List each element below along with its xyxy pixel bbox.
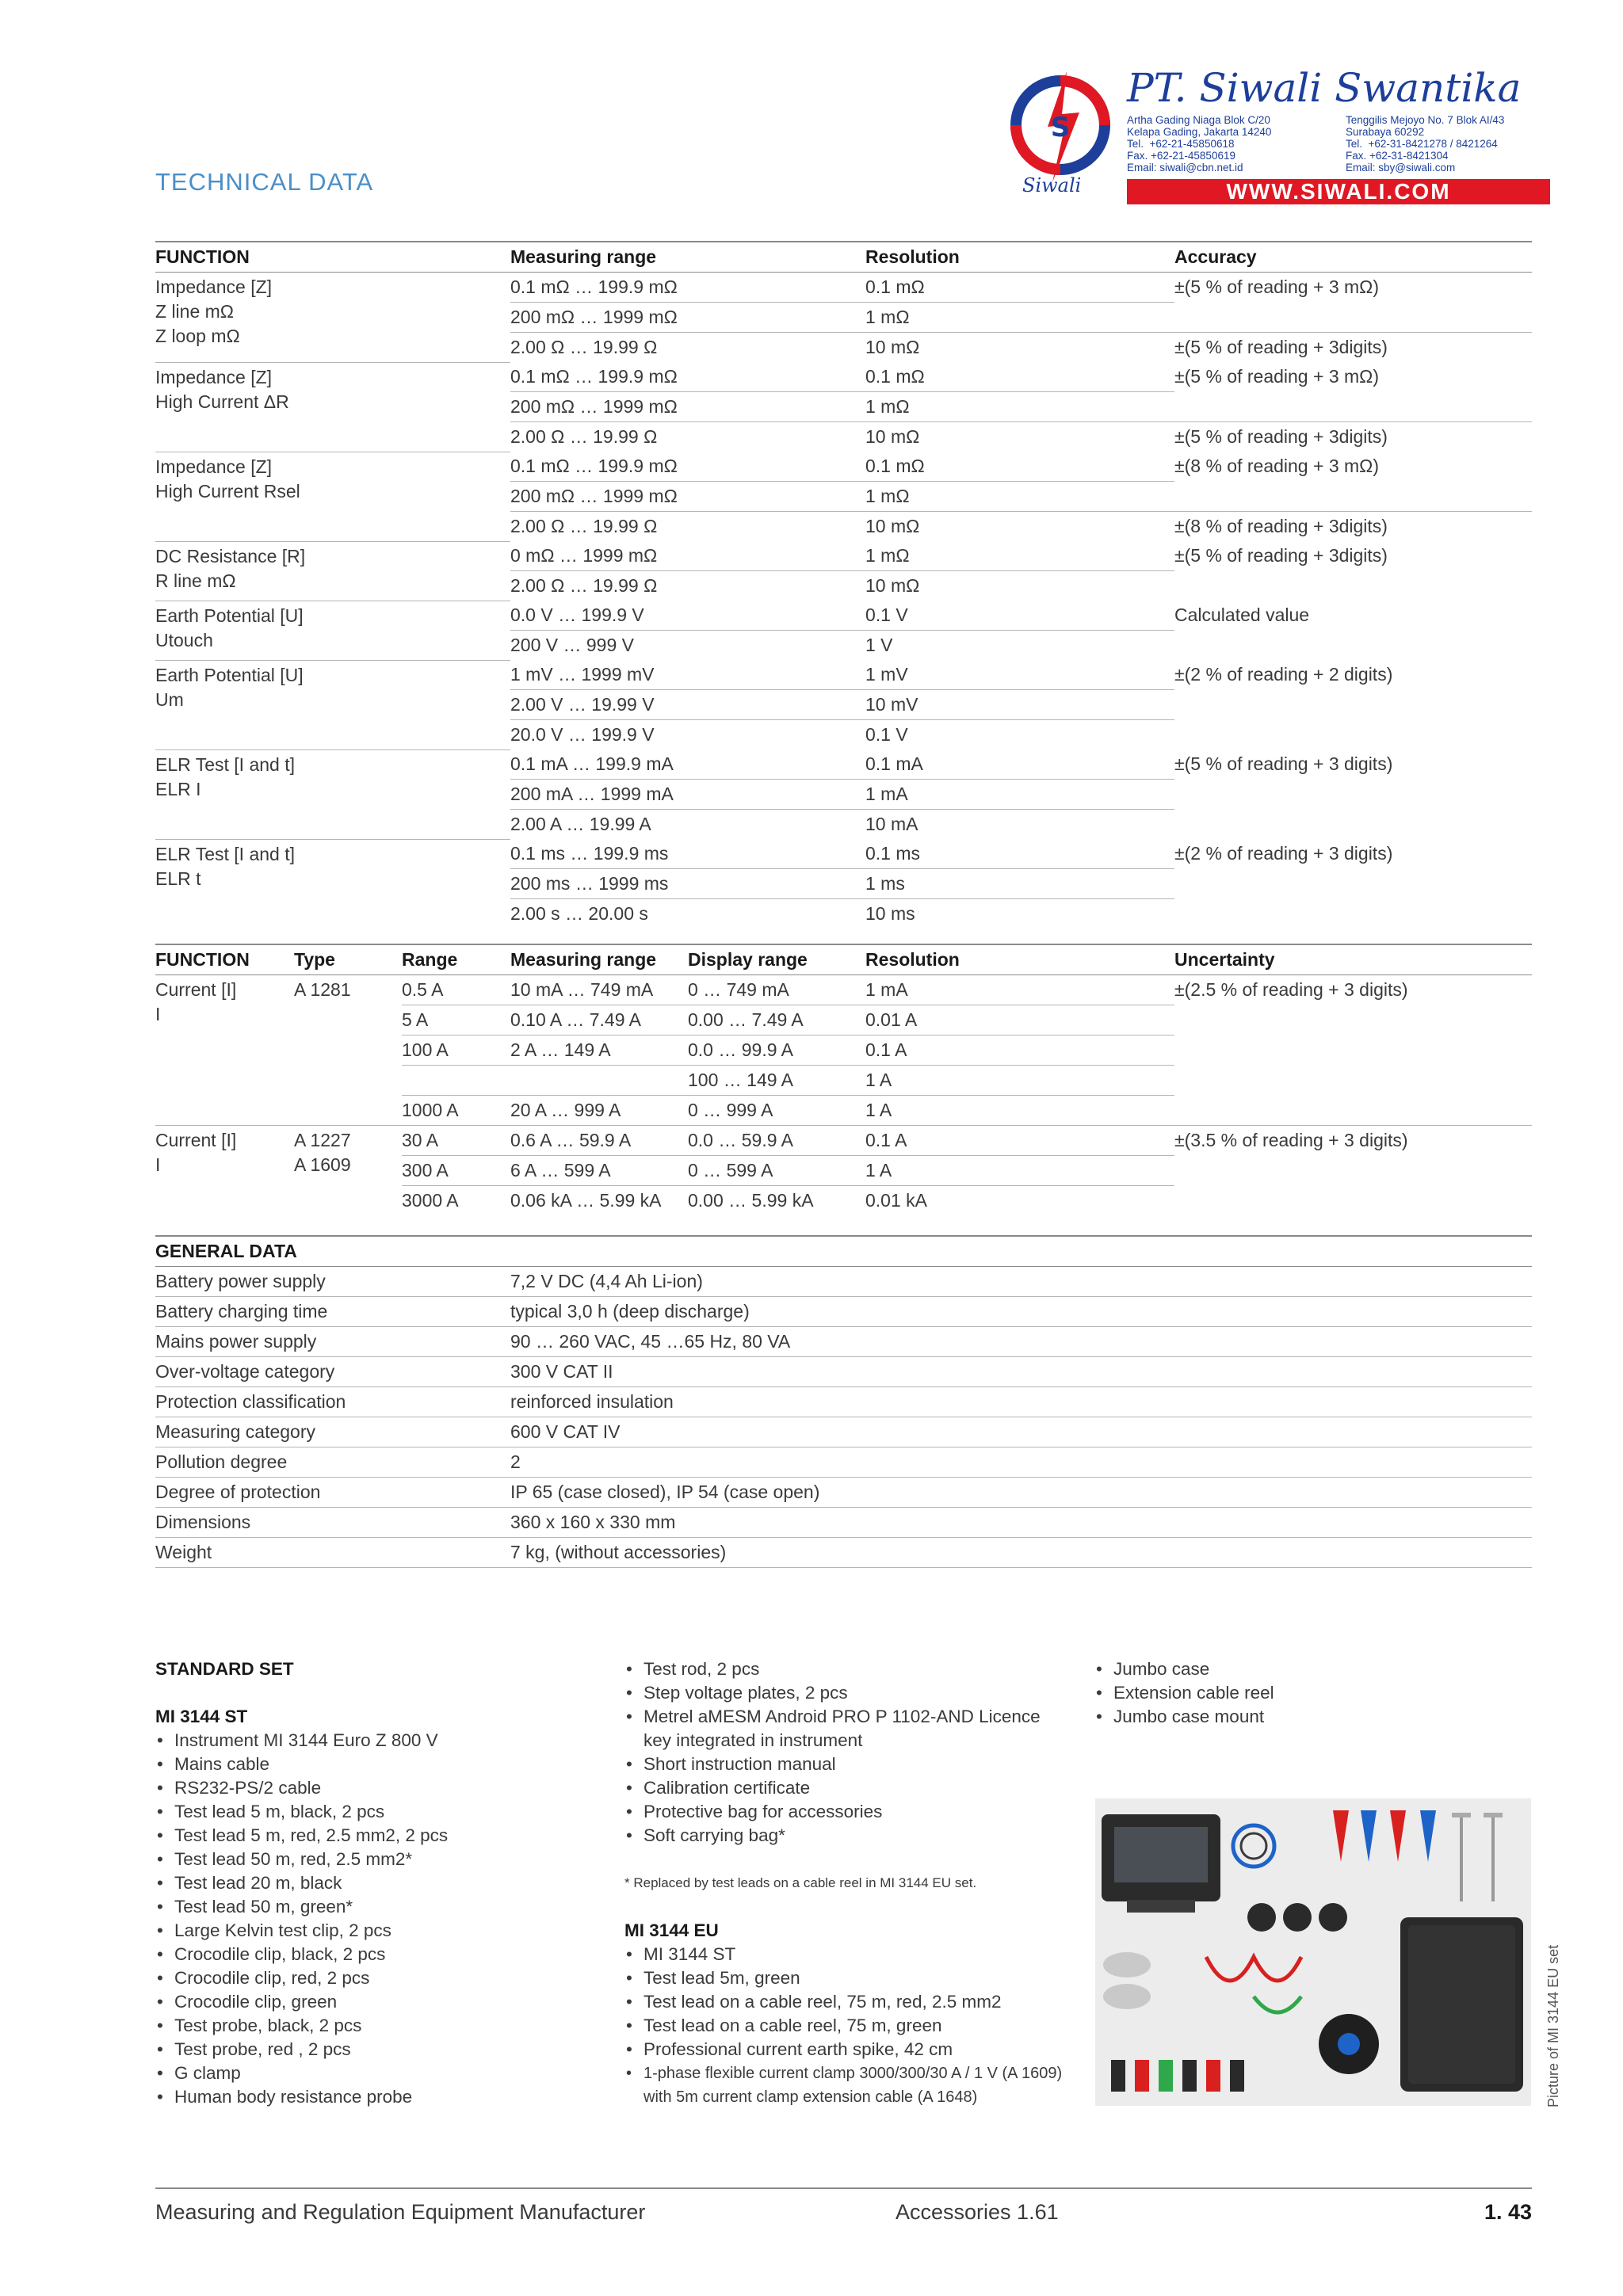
list-item: • Large Kelvin test clip, 2 pcs [155,1919,599,1943]
range-cell: 100 A [402,1035,510,1066]
list-item: • Test lead 50 m, red, 2.5 mm2* [155,1848,599,1871]
list-item: • Mains cable [155,1753,599,1776]
display-range-cell: 0.0 … 99.9 A [688,1035,865,1066]
current-spec-table [155,944,1532,1215]
measuring-range-cell: 2.00 Ω … 19.99 Ω [510,516,658,536]
spec-label: Pollution degree [155,1447,510,1478]
measuring-range-cell: 20 A … 999 A [510,1096,688,1126]
resolution-cell: 1 A [865,1066,1174,1096]
range-cell: 0.5 A [402,975,510,1005]
accuracy-cell: ±(5 % of reading + 3digits) [1174,426,1388,447]
svg-text:S: S [1050,112,1071,143]
accuracy-cell: ±(5 % of reading + 3 digits) [1174,753,1393,775]
list-item: • Test probe, red , 2 pcs [155,2038,599,2061]
resolution-cell: 0.1 A [865,1035,1174,1066]
list-item: • Test lead on a cable reel, 75 m, green [624,2014,1068,2038]
accuracy-cell [1174,899,1532,929]
spec-value: reinforced insulation [510,1387,1532,1417]
resolution-cell: 1 mΩ [865,541,1174,571]
table-header-row [155,944,1532,975]
uncertainty-cell: ±(3.5 % of reading + 3 digits) [1174,1130,1408,1150]
measuring-range-cell: 2 A … 149 A [510,1035,688,1066]
range-cell: 3000 A [402,1190,459,1211]
function-cell: Impedance [Z] High Current Rsel [155,452,510,541]
function-cell: Earth Potential [U] Utouch [155,601,510,660]
resolution-cell: 0.1 V [865,601,1174,631]
column-header: Type [294,944,402,975]
measuring-range-cell: 2.00 Ω … 19.99 Ω [510,337,658,357]
measuring-range-cell: 0.1 mΩ … 199.9 mΩ [510,273,865,303]
standard-set-column-2 [624,1657,1068,2109]
accessories-list [624,1657,1068,1848]
range-cell: 30 A [402,1126,510,1156]
company-name: PT. Siwali Swantika [1127,65,1522,111]
spec-value: 300 V CAT II [510,1357,1532,1387]
spec-value: 2 [510,1447,1532,1478]
table-row [155,273,1532,303]
resolution-cell: 0.01 kA [865,1190,927,1211]
column-header: FUNCTION [155,242,510,273]
uncertainty-cell: ±(2.5 % of reading + 3 digits) [1174,975,1532,1126]
measuring-range-cell: 0.10 A … 7.49 A [510,1005,688,1035]
display-range-cell: 0 … 999 A [688,1096,865,1126]
case-list [1094,1657,1427,1729]
display-range-cell: 0 … 749 mA [688,975,865,1005]
resolution-cell: 10 mV [865,690,1174,720]
mi3144-st-list [155,1729,599,2109]
footer-divider [155,2187,1532,2189]
function-cell: Impedance [Z] High Current ΔR [155,362,510,452]
accuracy-cell [1174,720,1532,750]
spec-label: Over-voltage category [155,1357,510,1387]
column-header: FUNCTION [155,944,294,975]
measuring-range-cell: 0.1 mΩ … 199.9 mΩ [510,362,865,392]
accuracy-cell: Calculated value [1174,605,1310,626]
table-row [155,601,1532,631]
list-item: • Professional current earth spike, 42 cm [624,2038,1068,2061]
list-item: • Jumbo case mount [1094,1705,1427,1729]
accuracy-cell [1174,780,1532,810]
column-header: Range [402,944,510,975]
product-kit-photo [1095,1798,1531,2106]
measuring-range-cell: 0.0 V … 199.9 V [510,601,865,631]
spec-label: Measuring category [155,1417,510,1447]
column-header: Resolution [865,944,1174,975]
function-cell: DC Resistance [R] R line mΩ [155,541,510,601]
table-row [155,1508,1532,1538]
range-cell: 1000 A [402,1096,510,1126]
list-item: • Short instruction manual [624,1753,1068,1776]
measuring-range-cell: 20.0 V … 199.9 V [510,724,655,745]
accuracy-cell [1174,869,1532,899]
spec-value: 7 kg, (without accessories) [510,1538,1532,1568]
type-cell: A 1281 [294,975,402,1126]
measuring-range-cell: 2.00 s … 20.00 s [510,903,648,924]
spec-value: 360 x 160 x 330 mm [510,1508,1532,1538]
spec-label: Battery power supply [155,1267,510,1297]
column-header: Measuring range [510,944,688,975]
table-row [155,839,1532,869]
list-item: • MI 3144 ST [624,1943,1068,1966]
mi3144-eu-list [624,1943,1068,2061]
accuracy-cell [1174,690,1532,720]
function-cell: ELR Test [I and t] ELR t [155,839,510,929]
table-row [155,541,1532,571]
function-cell: Current [I] I [155,1130,237,1175]
logo-signature: Siwali [1022,174,1082,196]
resolution-cell: 0.1 ms [865,839,1174,869]
list-item: • Calibration certificate [624,1776,1068,1800]
table-row [155,1126,1532,1156]
table-row [155,749,1532,780]
resolution-cell: 1 mΩ [865,482,1174,512]
resolution-cell: 10 mΩ [865,337,920,357]
display-range-cell: 0 … 599 A [688,1156,865,1186]
table-row [155,1327,1532,1357]
accuracy-cell [1174,571,1532,601]
type-cell: A 1227 A 1609 [294,1130,351,1175]
measuring-range-cell: 200 ms … 1999 ms [510,869,865,899]
table-row [155,1538,1532,1568]
resolution-cell: 10 mA [865,814,918,834]
general-data-header: GENERAL DATA [155,1236,1532,1267]
spec-label: Weight [155,1538,510,1568]
resolution-cell: 10 ms [865,903,915,924]
list-item: • Test lead on a cable reel, 75 m, red, 2.5 mm2 [624,1990,1068,2014]
measuring-range-cell: 6 A … 599 A [510,1156,688,1186]
table-row [155,1267,1532,1297]
list-item: • Human body resistance probe [155,2085,599,2109]
accuracy-cell: ±(2 % of reading + 3 digits) [1174,843,1393,864]
function-cell: Impedance [Z] Z line mΩ Z loop mΩ [155,273,510,363]
resolution-cell: 1 mΩ [865,392,1174,422]
page-number: 1. 43 [1484,2200,1532,2224]
list-item: • Crocodile clip, green [155,1990,599,2014]
accuracy-cell: ±(2 % of reading + 2 digits) [1174,664,1393,685]
column-header: Uncertainty [1174,944,1532,975]
spec-value: 7,2 V DC (4,4 Ah Li-ion) [510,1267,1532,1297]
measuring-range-cell: 2.00 A … 19.99 A [510,814,651,834]
measuring-range-cell: 200 mΩ … 1999 mΩ [510,303,865,333]
spec-value: typical 3,0 h (deep discharge) [510,1297,1532,1327]
column-header: Accuracy [1174,242,1532,273]
resolution-cell: 0.1 mΩ [865,362,1174,392]
section-title: TECHNICAL DATA [155,168,374,196]
measuring-range-cell: 200 mΩ … 1999 mΩ [510,482,865,512]
list-item: • Extension cable reel [1094,1681,1427,1705]
footer-tagline: Measuring and Regulation Equipment Manufacturer [155,2200,646,2224]
resolution-cell: 0.1 mA [865,749,1174,780]
accuracy-cell [1174,631,1532,661]
column-header: Resolution [865,242,1174,273]
photo-caption: Picture of MI 3144 EU set [1545,1944,1561,2107]
display-range-cell: 0.00 … 5.99 kA [688,1190,814,1211]
accuracy-cell: ±(5 % of reading + 3digits) [1174,545,1388,566]
measuring-range-cell: 0.1 mA … 199.9 mA [510,749,865,780]
footer-section: Accessories 1.61 [896,2200,1059,2224]
measuring-range-cell: 2.00 Ω … 19.99 Ω [510,426,658,447]
table-row [155,1357,1532,1387]
footnote: * Replaced by test leads on a cable reel in MI 3144 EU set. [624,1875,977,1890]
table-header-row [155,242,1532,273]
table-row [155,1417,1532,1447]
resolution-cell: 0.1 mΩ [865,452,1174,482]
table-row [155,362,1532,392]
measuring-range-cell: 0 mΩ … 1999 mΩ [510,541,865,571]
column-header: Display range [688,944,865,975]
function-cell: ELR Test [I and t] ELR I [155,749,510,839]
measuring-range-cell: 0.1 mΩ … 199.9 mΩ [510,452,865,482]
standard-set-column-3 [1094,1657,1427,1729]
accuracy-cell [1174,303,1532,333]
table-row [155,1478,1532,1508]
list-item: • Protective bag for accessories [624,1800,1068,1824]
standard-set-column-1 [155,1657,599,2109]
measuring-range-cell: 0.6 A … 59.9 A [510,1126,688,1156]
table-row [155,1297,1532,1327]
table-row [155,1447,1532,1478]
list-item: • Metrel aMESM Android PRO P 1102-AND Licence key integrated in instrument [624,1705,1068,1753]
general-data-table [155,1235,1532,1568]
list-item: • Test probe, black, 2 pcs [155,2014,599,2038]
measuring-range-cell: 200 mΩ … 1999 mΩ [510,392,865,422]
resolution-cell: 1 A [865,1096,1174,1126]
accuracy-cell [1174,482,1532,512]
resolution-cell: 1 ms [865,869,1174,899]
measuring-range-cell [510,1066,688,1096]
spec-label: Dimensions [155,1508,510,1538]
mi3144-st-title: MI 3144 ST [155,1707,248,1726]
address-jakarta: Artha Gading Niaga Blok C/20 Kelapa Gading, Jakarta 14240 Tel. +62-21-45850618 Fax. +62-21-45850619 Email: siwali@cbn.net.id [1127,114,1272,174]
accuracy-cell: ±(5 % of reading + 3 mΩ) [1174,277,1380,298]
spec-label: Mains power supply [155,1327,510,1357]
list-item: • Instrument MI 3144 Euro Z 800 V [155,1729,599,1753]
list-item: • Test rod, 2 pcs [624,1657,1068,1681]
display-range-cell: 0.0 … 59.9 A [688,1126,865,1156]
mi3144-eu-title: MI 3144 EU [624,1920,719,1940]
function-cell: Current [I] I [155,975,294,1126]
address-surabaya: Tenggilis Mejoyo No. 7 Blok AI/43 Surabaya 60292 Tel. +62-31-8421278 / 8421264 Fax. +62-31-8421304 Email: sby@siwali.com [1346,114,1505,174]
spec-value: 600 V CAT IV [510,1417,1532,1447]
accuracy-cell [1174,810,1532,840]
resolution-cell: 10 mΩ [865,575,920,596]
display-range-cell: 100 … 149 A [688,1066,865,1096]
accuracy-cell: ±(8 % of reading + 3digits) [1174,516,1388,536]
measuring-range-cell: 0.06 kA … 5.99 kA [510,1190,662,1211]
measuring-range-cell: 2.00 Ω … 19.99 Ω [510,575,658,596]
measuring-range-cell: 200 mA … 1999 mA [510,780,865,810]
kit-illustration [1095,1798,1531,2106]
table-row [155,452,1532,482]
measuring-range-cell: 1 mV … 1999 mV [510,660,865,690]
resolution-cell: 0.01 A [865,1005,1174,1035]
measuring-range-cell: 200 V … 999 V [510,635,634,655]
spec-label: Battery charging time [155,1297,510,1327]
column-header: Measuring range [510,242,865,273]
list-item: • Crocodile clip, red, 2 pcs [155,1966,599,1990]
resolution-cell: 1 mA [865,780,1174,810]
company-logo [1006,63,1550,208]
accuracy-cell [1174,392,1532,422]
list-item: • G clamp [155,2061,599,2085]
list-item: • 1-phase flexible current clamp 3000/300/30 A / 1 V (A 1609) with 5m current clamp extension cable (A 1648) [624,2061,1068,2109]
accuracy-cell: ±(5 % of reading + 3digits) [1174,337,1388,357]
standard-set-title: STANDARD SET [155,1659,294,1679]
function-cell: Earth Potential [U] Um [155,660,510,749]
table-row [155,660,1532,690]
list-item: • Test lead 20 m, black [155,1871,599,1895]
resolution-cell: 1 mA [865,975,1174,1005]
resolution-cell: 10 mΩ [865,426,920,447]
resolution-cell: 1 mΩ [865,303,1174,333]
list-item: • Crocodile clip, black, 2 pcs [155,1943,599,1966]
list-item: • Step voltage plates, 2 pcs [624,1681,1068,1705]
list-item: • Test lead 5 m, black, 2 pcs [155,1800,599,1824]
measuring-range-cell: 0.1 ms … 199.9 ms [510,839,865,869]
spec-value: 90 … 260 VAC, 45 …65 Hz, 80 VA [510,1327,1532,1357]
spec-label: Degree of protection [155,1478,510,1508]
resolution-cell: 1 V [865,635,893,655]
list-item: • Jumbo case [1094,1657,1427,1681]
accuracy-cell: ±(5 % of reading + 3 mΩ) [1174,366,1380,387]
resolution-cell: 0.1 V [865,724,908,745]
accuracy-cell: ±(8 % of reading + 3 mΩ) [1174,456,1380,477]
impedance-spec-table [155,241,1532,929]
list-item: • Test lead 5m, green [624,1966,1068,1990]
resolution-cell: 0.1 mΩ [865,273,1174,303]
list-item: • Soft carrying bag* [624,1824,1068,1848]
resolution-cell: 1 A [865,1156,1174,1186]
measuring-range-cell: 10 mA … 749 mA [510,975,688,1005]
table-row [155,975,1532,1005]
measuring-range-cell: 2.00 V … 19.99 V [510,690,865,720]
display-range-cell: 0.00 … 7.49 A [688,1005,865,1035]
list-item: • Test lead 5 m, red, 2.5 mm2, 2 pcs [155,1824,599,1848]
website-link[interactable]: WWW.SIWALI.COM [1127,179,1550,204]
table-row [155,1387,1532,1417]
spec-label: Protection classification [155,1387,510,1417]
list-item: • RS232-PS/2 cable [155,1776,599,1800]
range-cell: 300 A [402,1156,510,1186]
resolution-cell: 1 mV [865,660,1174,690]
range-cell: 5 A [402,1005,510,1035]
resolution-cell: 0.1 A [865,1126,1174,1156]
list-item: • Test lead 50 m, green* [155,1895,599,1919]
spec-value: IP 65 (case closed), IP 54 (case open) [510,1478,1532,1508]
range-cell [402,1066,510,1096]
resolution-cell: 10 mΩ [865,516,920,536]
